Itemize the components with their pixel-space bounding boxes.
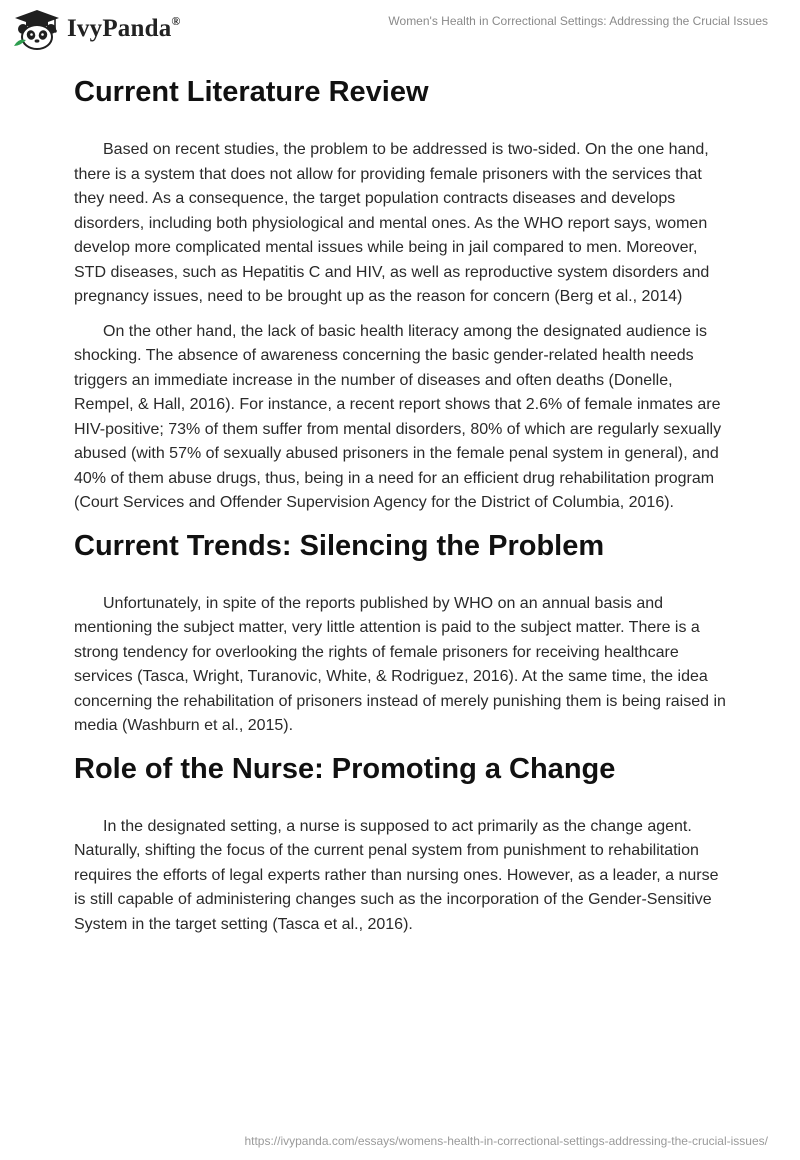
source-url-link[interactable]: https://ivypanda.com/essays/womens-health-in-correctional-settings-addressing-the-crucial-issues/ [244, 1134, 768, 1148]
brand-name: IvyPanda® [67, 13, 181, 42]
article-body [74, 70, 726, 937]
section-heading: Current Trends: Silencing the Problem [74, 529, 605, 562]
brand-logo[interactable] [12, 8, 181, 50]
paragraph: On the other hand, the lack of basic health literacy among the designated audience is shocking. The absence of awareness concerning the basic gender-related health needs triggers an immediate increase in the number of diseases and often deaths (Donelle, Rempel, & Hall, 2016). For instance, a recent report shows that 2.6% of female inmates are HIV-positive; 73% of them suffer from mental disorders, 80% of which are regularly sexually abused (with 57% of sexually abused prisoners in the female penal system in general), and 40% of them abuse drugs, thus, being in a need for an efficient drug rehabilitation program (Court Services and Offender Supervision Agency for the District of Columbia, 2016). [74, 322, 722, 511]
document-title: Women's Health in Correctional Settings: Addressing the Crucial Issues [388, 14, 768, 28]
paragraph: In the designated setting, a nurse is supposed to act primarily as the change agent. Naturally, shifting the focus of the current penal system from punishment to rehabilitation requires the efforts of legal experts rather than nursing ones. However, as a leader, a nurse is still capable of administering changes such as the incorporation of the Gender-Sensitive System in the target setting (Tasca et al., 2016). [74, 817, 719, 933]
paragraph: Unfortunately, in spite of the reports published by WHO on an annual basis and mentioning the subject matter, very little attention is paid to the subject matter. There is a strong tendency for overlooking the rights of female prisoners for receiving healthcare services (Tasca, Wright, Turanovic, White, & Rodriguez, 2016). At the same time, the idea concerning the rehabilitation of prisoners instead of merely punishing them is being raised in media (Washburn et al., 2015). [74, 594, 726, 734]
section-heading: Current Literature Review [74, 76, 429, 108]
paragraph: Based on recent studies, the problem to be addressed is two-sided. On the one hand, there is a system that does not allow for providing female prisoners with the services that they need. As a consequence, the target population contracts diseases and develops disorders, including both physiological and mental ones. As the WHO report says, women develop more complicated mental issues while being in jail compared to men. Moreover, STD diseases, such as Hepatitis C and HIV, as well as reproductive system disorders and pregnancy issues, need to be brought up as the reason for concern (Berg et al., 2014) [74, 141, 710, 305]
panda-graduate-icon [12, 8, 62, 50]
section-heading: Role of the Nurse: Promoting a Change [74, 752, 616, 785]
